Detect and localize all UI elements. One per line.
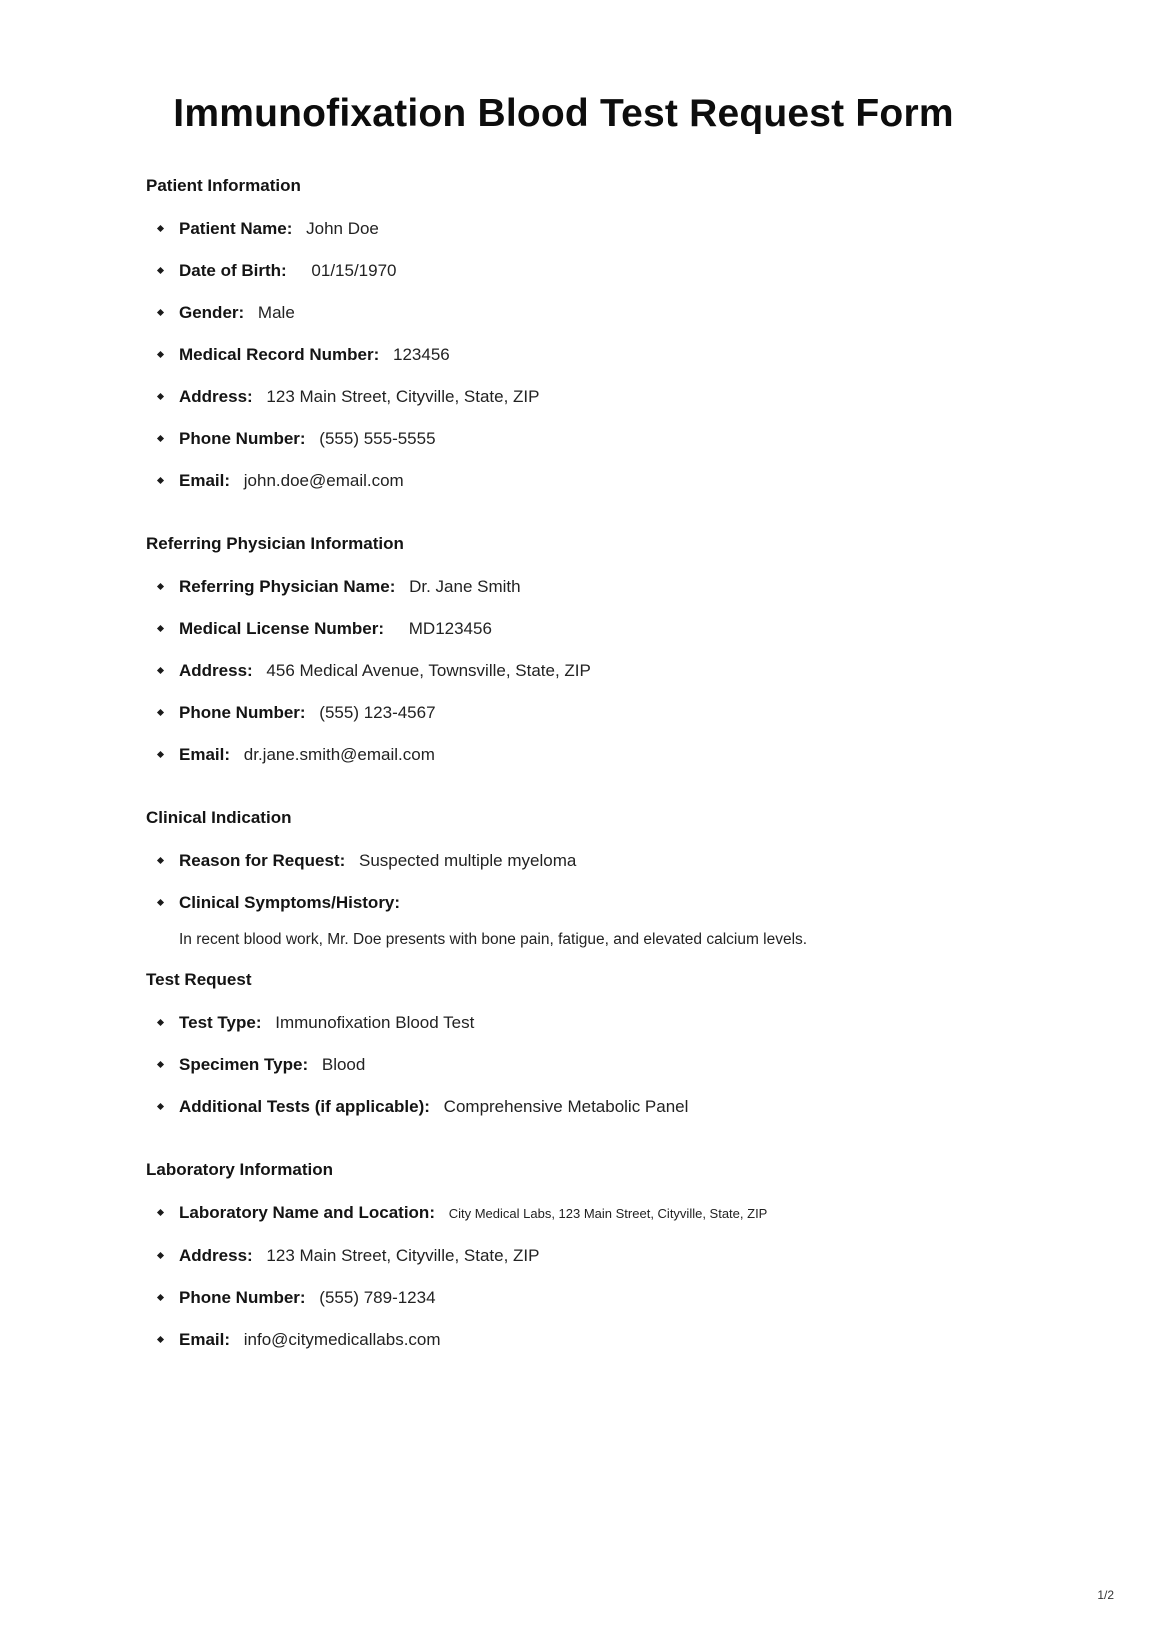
bullet-icon — [157, 1252, 164, 1259]
item-value: 123456 — [393, 345, 450, 364]
item-label: Email: — [179, 1330, 231, 1349]
patient-info-list — [146, 218, 1056, 492]
item-label: Clinical Symptoms/History: — [179, 893, 401, 912]
item-value: MD123456 — [408, 619, 492, 638]
item-label: Date of Birth: — [179, 261, 287, 280]
item-value: info@citymedicallabs.com — [243, 1330, 441, 1349]
bullet-icon — [157, 751, 164, 758]
item-value: City Medical Labs, 123 Main Street, Cityville, State, ZIP — [448, 1206, 768, 1221]
item-label: Referring Physician Name: — [179, 577, 396, 596]
page-title: Immunofixation Blood Test Request Form — [173, 92, 954, 135]
item-label: Phone Number: — [179, 703, 306, 722]
section-heading: Referring Physician Information — [146, 534, 404, 553]
bullet-icon — [157, 1209, 164, 1216]
page-number: 1/2 — [1097, 1588, 1114, 1602]
item-label: Reason for Request: — [179, 851, 346, 870]
item-label: Phone Number: — [179, 429, 306, 448]
laboratory-info-list — [146, 1202, 1056, 1351]
item-label: Medical Record Number: — [179, 345, 380, 364]
bullet-icon — [157, 435, 164, 442]
bullet-icon — [157, 857, 164, 864]
item-label: Address: — [179, 661, 253, 680]
test-request-list — [146, 1012, 1056, 1118]
item-label: Laboratory Name and Location: — [179, 1203, 435, 1222]
form-item — [146, 302, 1056, 324]
item-label: Specimen Type: — [179, 1055, 309, 1074]
bullet-icon — [157, 583, 164, 590]
bullet-icon — [157, 1336, 164, 1343]
item-value: Immunofixation Blood Test — [275, 1013, 475, 1032]
bullet-icon — [157, 1103, 164, 1110]
bullet-icon — [157, 899, 164, 906]
bullet-icon — [157, 267, 164, 274]
item-label: Patient Name: — [179, 219, 293, 238]
item-value: Dr. Jane Smith — [409, 577, 521, 596]
form-item — [146, 218, 1056, 240]
item-value: Comprehensive Metabolic Panel — [443, 1097, 689, 1116]
form-item — [146, 344, 1056, 366]
item-value: 456 Medical Avenue, Townsville, State, ZIP — [266, 661, 591, 680]
bullet-icon — [157, 1294, 164, 1301]
section-heading: Patient Information — [146, 176, 301, 195]
item-value: 123 Main Street, Cityville, State, ZIP — [266, 1246, 540, 1265]
bullet-icon — [157, 309, 164, 316]
form-item — [146, 1012, 1056, 1034]
section-test-request — [146, 970, 1056, 1118]
section-clinical-indication — [146, 808, 1056, 950]
bullet-icon — [157, 709, 164, 716]
item-label: Medical License Number: — [179, 619, 385, 638]
clinical-note: In recent blood work, Mr. Doe presents with bone pain, fatigue, and elevated calcium levels. — [179, 931, 808, 948]
item-value: dr.jane.smith@email.com — [243, 745, 435, 764]
form-item — [146, 850, 1056, 872]
form-item — [146, 1245, 1056, 1267]
item-label: Email: — [179, 745, 231, 764]
item-label: Gender: — [179, 303, 245, 322]
item-label: Phone Number: — [179, 1288, 306, 1307]
item-value: john.doe@email.com — [243, 471, 404, 490]
item-label: Address: — [179, 1246, 253, 1265]
item-value: 123 Main Street, Cityville, State, ZIP — [266, 387, 540, 406]
physician-info-list — [146, 576, 1056, 766]
section-heading: Test Request — [146, 970, 252, 989]
bullet-icon — [157, 667, 164, 674]
item-value: Blood — [321, 1055, 366, 1074]
form-item — [146, 702, 1056, 724]
bullet-icon — [157, 625, 164, 632]
bullet-icon — [157, 351, 164, 358]
section-heading: Clinical Indication — [146, 808, 292, 827]
section-referring-physician — [146, 534, 1056, 766]
form-item — [146, 660, 1056, 682]
form-item — [146, 1096, 1056, 1118]
section-heading: Laboratory Information — [146, 1160, 334, 1179]
form-item — [146, 1054, 1056, 1076]
form-item — [146, 576, 1056, 598]
item-label: Test Type: — [179, 1013, 262, 1032]
bullet-icon — [157, 1019, 164, 1026]
form-item — [146, 386, 1056, 408]
form-item — [146, 470, 1056, 492]
clinical-indication-list — [146, 850, 1056, 950]
form-item — [146, 428, 1056, 450]
bullet-icon — [157, 477, 164, 484]
item-value: Suspected multiple myeloma — [358, 851, 577, 870]
section-laboratory-information — [146, 1160, 1056, 1351]
item-label: Address: — [179, 387, 253, 406]
bullet-icon — [157, 393, 164, 400]
item-label: Additional Tests (if applicable): — [179, 1097, 430, 1116]
item-label: Email: — [179, 471, 231, 490]
form-item — [146, 1287, 1056, 1309]
form-item — [146, 1329, 1056, 1351]
item-value: John Doe — [306, 219, 379, 238]
item-value: 01/15/1970 — [311, 261, 397, 280]
form-item — [146, 1202, 1056, 1225]
form-item — [146, 892, 1056, 950]
section-patient-information — [146, 176, 1056, 492]
item-value: Male — [257, 303, 295, 322]
form-item — [146, 260, 1056, 282]
form-item — [146, 744, 1056, 766]
item-value: (555) 123-4567 — [319, 703, 436, 722]
form-item — [146, 618, 1056, 640]
item-value: (555) 789-1234 — [319, 1288, 436, 1307]
bullet-icon — [157, 1061, 164, 1068]
bullet-icon — [157, 225, 164, 232]
item-value: (555) 555-5555 — [319, 429, 436, 448]
